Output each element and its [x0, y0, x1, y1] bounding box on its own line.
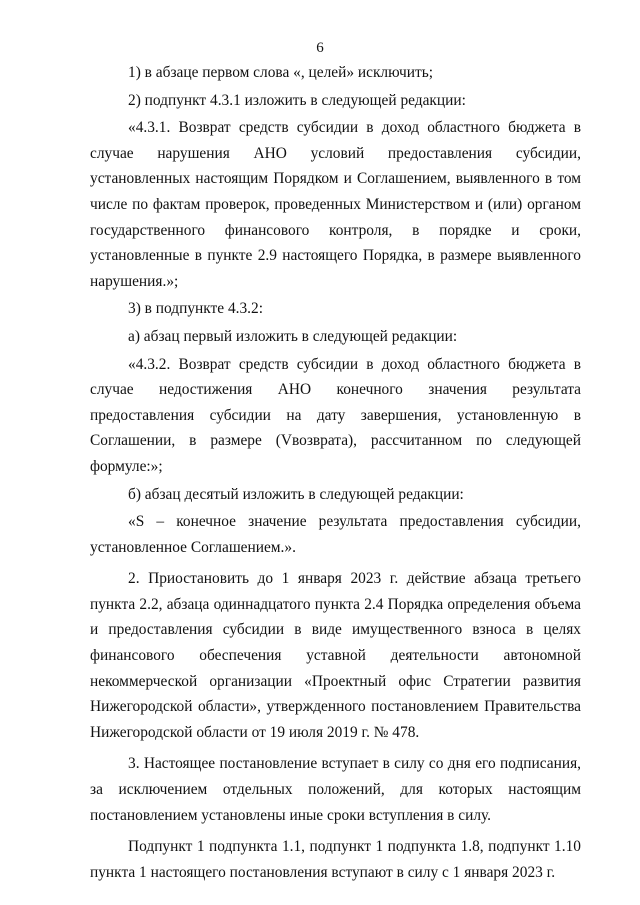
paragraph-s-definition: «S – конечное значение результата предоставления субсидии, установленное Соглашением.». — [90, 513, 581, 556]
page-number: 6 — [316, 40, 324, 56]
paragraph-1-3: 3) в подпункте 4.3.2: — [128, 300, 264, 318]
paragraph-1-1: 1) в абзаце первом слова «, целей» исключить; — [128, 64, 434, 81]
paragraph-3: 3. Настоящее постановление вступает в силу со дня его подписания, за исключением отдельных положений, для которых настоящим постановлением установлены иные сроки вступления в силу. — [90, 755, 581, 824]
paragraph-1-2: 2) подпункт 4.3.1 изложить в следующей редакции: — [128, 91, 466, 109]
paragraph-2: 2. Приостановить до 1 января 2023 г. действие абзаца третьего пункта 2.2, абзаца одиннадцатого пункта 2.4 Порядка определения объема и предоставления субсидии в виде имущественного взноса в целях финансового обеспечения уставной деятельности автономной некоммерческой организации «Проектный офис Стратегии развития Нижегородской области», утвержденного постановлением Правительства Нижегородской области от 19 июля 2019 г. № 478. — [90, 570, 581, 741]
paragraph-1-3-a: а) абзац первый изложить в следующей редакции: — [128, 327, 458, 345]
document-body — [90, 60, 581, 885]
paragraph-4-3-2: «4.3.2. Возврат средств субсидии в доход областного бюджета в случае недостижения АНО конечного значения результата предоставления субсидии на дату завершения, установленную в Соглашении, в размере (Vвозврата), рассчитанном по следующей формуле:»; — [90, 355, 581, 475]
paragraph-3-effective-dates: Подпункт 1 подпункта 1.1, подпункт 1 подпункта 1.8, подпункт 1.10 пункта 1 настоящего постановления вступают в силу с 1 января 2023 г. — [90, 838, 581, 881]
paragraph-4-3-1: «4.3.1. Возврат средств субсидии в доход областного бюджета в случае нарушения АНО условий предоставления субсидии, установленных настоящим Порядком и Соглашением, выявленного в том числе по фактам проверок, проведенных Министерством и (или) органом государственного финансового контроля, в порядке и сроки, установленные в пункте 2.9 настоящего Порядка, в размере выявленного нарушения.»; — [90, 119, 581, 290]
paragraph-1-3-b: б) абзац десятый изложить в следующей редакции: — [128, 485, 464, 503]
